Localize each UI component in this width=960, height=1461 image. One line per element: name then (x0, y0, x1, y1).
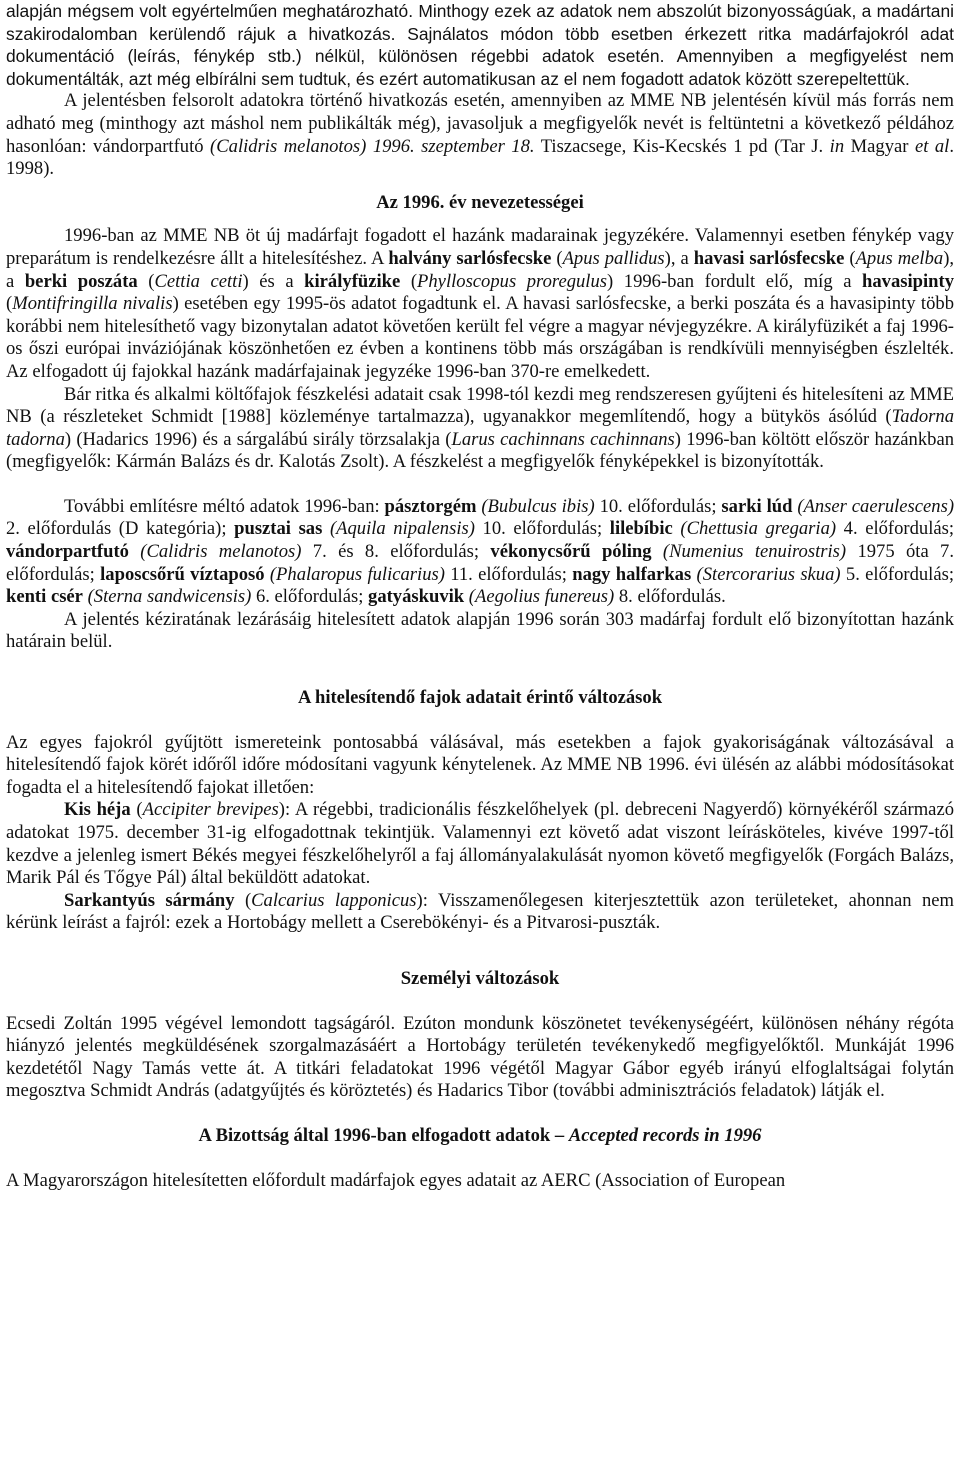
text: A jelentésben felsorolt adatokra történő hivatkozás esetén, amennyiben az MME NB jelentésén kívül más forrás nem adható meg (minthogy azt máshol nem publikálták még), javasoljuk a megfigyelők nevét is feltüntetni a következő példához hasonlóan: vándorpartfutó (6, 90, 954, 157)
section-heading-changes: A hitelesítendő fajok adatait érintő változások (297, 687, 663, 709)
text: ) 1996-ban költött először hazánkban (megfigyelők: Kármán Balázs és dr. Kalotás Zsolt). A fészkelést a megfigyelők fényképekkel is bizonyították. (6, 428, 954, 473)
italic-text: (Calidris melanotos) 1996. szeptember 18. (210, 135, 535, 157)
species-name: laposcsőrű víztaposó (100, 563, 265, 585)
latin-name: Phylloscopus proregulus (417, 270, 607, 292)
latin-name: Larus cachinnans cachinnans (451, 428, 675, 450)
text: ( (844, 247, 856, 269)
heading-text: A Bizottság által 1996-ban elfogadott adatok – (198, 1124, 569, 1146)
text: ( (137, 270, 155, 292)
text: ( (130, 799, 143, 821)
text: Tiszacsege, Kis-Kecskés 1 pd (Tar J. (534, 135, 830, 157)
text: 11. előfordulás; (444, 563, 573, 585)
italic-text: in (829, 135, 845, 157)
paragraph-citation (6, 90, 954, 180)
text: ) 1996-ban fordult elő, míg a (607, 270, 863, 292)
species-name: sarki lúd (721, 495, 793, 517)
paragraph-text: alapján mégsem volt egyértelműen meghatározható. Minthogy ezek az adatok nem abszolút bizonyosságúak, a madártani szakirodalomban kerülendő rájuk a hivatkozás. Sajnálatos módon több esetben érkezett ritka madárfajokról adat dokumentáció (leírás, fénykép stb.) nélkül, különösen régebbi adatok esetén. (6, 1, 954, 67)
text: ( (400, 270, 418, 292)
text: ) és a (242, 270, 305, 292)
species-name: vándorpartfutó (6, 541, 129, 563)
text: ): A régebbi, tradicionális fészkelőhelyek (pl. debreceni Nagyerdő) környékéről származó adatokat 1975. december 31-ig elfogadottnak tekintjük. Valamennyi ezt követő adat viszont leírásköteles, kivéve 1997-től kezdve a jelenleg ismert Békés megyei fészkelőhelyről a faj állományalakulását nyomon követő megfigyelők (Forgách Balázs, Marik Pál és Tőgye Pál) által beküldött adatokat. (6, 799, 954, 889)
latin-name: (Aquila nipalensis) (322, 518, 475, 540)
text: További említésre méltó adatok 1996-ban: (64, 495, 385, 517)
latin-name: Montifringilla nivalis (12, 293, 173, 315)
text: 1996-ban az MME NB öt új madárfajt fogadott el hazánk madarainak jegyzékére. Valamennyi esetben fénykép vagy preparátum is rendelkezésre állt a hitelesítéshez. A (6, 225, 954, 269)
species-name: havasi sarlósfecske (693, 247, 845, 269)
paragraph-notable-records (6, 496, 954, 609)
text: Magyar (844, 135, 915, 157)
text: ), a (664, 247, 694, 269)
section-heading-accepted-records (6, 1125, 954, 1148)
paragraph-documentation (6, 0, 954, 90)
paragraph-changes-intro: Az egyes fajokról gyűjtött ismereteink pontosabbá válásával, más esetekben a fajok gyakoriságának változásával a hitelesítendő fajok körét időről időre módosítani vagyunk kénytelenek. Az MME NB 1996. évi ülésén az alábbi módosításokat fogadta el a hitelesítendő fajokat illetően: (6, 731, 954, 798)
text: ) (Hadarics 1996) és a sárgalábú sirály törzsalakja ( (64, 428, 452, 450)
species-name: nagy halfarkas (572, 563, 692, 585)
text: 4. előfordulás; (836, 518, 955, 540)
section-heading-personnel: Személyi változások (400, 967, 560, 989)
species-name: Sarkantyús sármány (64, 889, 235, 911)
text: 6. előfordulás; (251, 586, 369, 608)
latin-name: Apus melba (855, 247, 944, 269)
species-name: halvány sarlósfecske (388, 247, 552, 269)
text: 10. előfordulás; (474, 518, 610, 540)
latin-name: (Chettusia gregaria) (672, 518, 837, 540)
species-name: pusztai sas (234, 518, 323, 540)
species-name: berki poszáta (24, 270, 138, 292)
latin-name: Tadorna tadorna (6, 406, 954, 450)
latin-name: (Calidris melanotos) (128, 541, 302, 563)
species-name: gatyáskuvik (368, 586, 465, 608)
text: 8. előfordulás. (614, 586, 726, 608)
heading-english-text: Accepted records in 1996 (568, 1124, 762, 1146)
text: 7. és 8. előfordulás; (301, 541, 491, 563)
text: ( (6, 293, 13, 315)
paragraph-species-total: A jelentés kéziratának lezárásáig hitelesített adatok alapján 1996 során 303 madárfaj fordult elő bizonyítottan hazánk határain belül. (6, 608, 954, 653)
text: . 1998). (6, 135, 954, 180)
latin-name: (Anser caerulescens) (792, 495, 955, 517)
italic-text: et al (914, 135, 950, 157)
latin-name: Calcarius lapponicus (251, 889, 417, 911)
latin-name: (Stercorarius skua) (691, 563, 841, 585)
paragraph-personnel: Ecsedi Zoltán 1995 végével lemondott tagságáról. Ezúton mondunk köszönetet tevékenységéért, különösen néhány régóta hiányzó jelentés megküldésének szorgalmazásáért a Hortobágy területén tevékenykedő megfigyelőktől. Munkáját 1996 kezdetétől Nagy Tamás vette át. A titkári feladatokat 1996 végétől Magyar Gábor egyéb irányú elfoglaltságai folytán megosztva Schmidt András (adatgyűjtés és köröztetés) és Hadarics Tibor (további adminisztrációs feladatok) látják el. (6, 1012, 954, 1102)
text: 2. előfordulás (D kategória); (6, 518, 235, 540)
latin-name: (Numenius tenuirostris) (651, 541, 847, 563)
latin-name: Apus pallidus (562, 247, 665, 269)
species-name: lilebíbic (609, 518, 673, 540)
text: 10. előfordulás; (594, 495, 722, 517)
latin-name: (Sterna sandwicensis) (82, 586, 252, 608)
latin-name: (Aegolius funereus) (464, 586, 615, 608)
paragraph-text: Amennyiben a megfigyelést nem dokumentálták, azt még elbírálni sem tudtuk, és ezért automatikusan az el nem fogadott adatok között szerepeltettük. (6, 46, 954, 89)
paragraph-aerc: A Magyarországon hitelesítetten előfordult madárfajok egyes adatait az AERC (Association of European (6, 1169, 786, 1191)
paragraph-sarkantyus-sarmany (6, 890, 954, 935)
latin-name: Accipiter brevipes (142, 799, 279, 821)
text: ): Visszamenőlegesen kiterjesztettük azon területeket, ahonnan nem kérünk leírást a fajról: ezek a Hortobágy mellett a Cserebökényi- és a Pitvarosi-puszták. (6, 889, 955, 934)
latin-name: (Bubulcus ibis) (476, 495, 595, 517)
section-heading-1996-highlights: Az 1996. év nevezetességei (376, 191, 584, 213)
paragraph-new-species (6, 225, 954, 383)
text: 1975 óta 7. előfordulás; (6, 541, 954, 585)
species-name: kenti csér (6, 586, 83, 608)
species-name: királyfüzike (304, 270, 401, 292)
species-name: Kis héja (64, 799, 131, 821)
text: ), a (6, 247, 955, 292)
species-name: pásztorgém (384, 495, 477, 517)
paragraph-breeding (6, 384, 954, 474)
text: ) esetében egy 1995-ös adatot fogadtunk el. A havasi sarlósfecske, a berki poszáta és a havasipinty több korábbi nem hitelesíthető vagy bizonytalan adatot követően került fel végre a magyar névjegyzékre. A királyfüzikét a faj 1996-os őszi európai inváziójának köszönhetően ez évben a kontinens több más országában is rendkívüli mennyiségben észlelték. Az elfogadott új fajokkal hazánk madárfajainak jegyzéke 1996-ban 370-re emelkedett. (6, 293, 954, 382)
paragraph-kis-heja (6, 799, 954, 889)
text: Bár ritka és alkalmi költőfajok fészkelési adatait csak 1998-tól kezdi meg rendszeresen gyűjteni és hitelesíteni az MME NB (a részleteket Schmidt [1988] közleménye tartalmazza), ugyanakkor megemlítendő, hogy a bütykös ásólúd ( (6, 383, 954, 428)
text: ( (551, 247, 563, 269)
species-name: vékonycsőrű póling (490, 541, 652, 563)
latin-name: Cettia cetti (154, 270, 243, 292)
species-name: havasipinty (862, 270, 955, 292)
latin-name: (Phalaropus fulicarius) (264, 563, 445, 585)
text: 5. előfordulás; (840, 563, 954, 585)
text: ( (234, 889, 252, 911)
